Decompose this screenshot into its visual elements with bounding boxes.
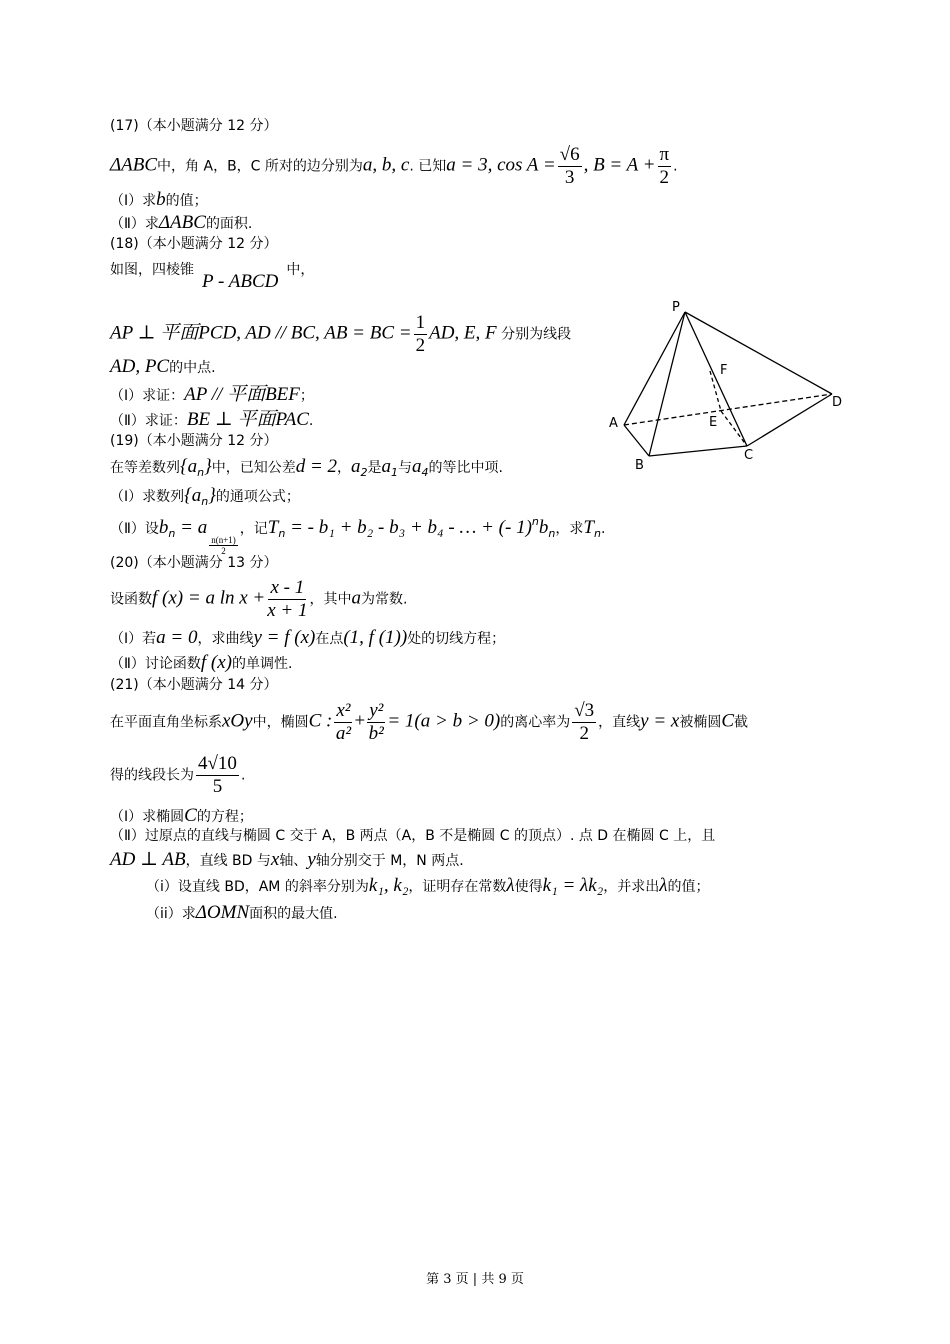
edge-PB	[649, 312, 685, 456]
text: .	[308, 413, 314, 429]
math: a = 0	[156, 627, 198, 648]
text: 中，椭圆	[252, 714, 309, 731]
text: 在平面直角坐标系	[110, 714, 222, 731]
text: （i）设直线 BD，AM 的斜率分别为	[146, 879, 369, 895]
math: C	[721, 710, 735, 732]
edge-AB	[624, 425, 649, 456]
math: b	[538, 517, 549, 538]
denominator: 5	[212, 775, 223, 797]
text: ，	[337, 460, 352, 476]
text: 的等比中项.	[428, 460, 503, 476]
text: ；	[299, 388, 314, 404]
denominator: a²	[335, 722, 352, 744]
text: （Ⅱ）求证：	[110, 413, 187, 429]
text: 是	[367, 460, 382, 476]
math: a	[351, 587, 361, 609]
math: a	[381, 456, 392, 477]
text: 处的切线方程；	[407, 631, 506, 647]
math: = 1(a > b > 0)	[387, 710, 501, 732]
index-fraction	[209, 535, 238, 557]
q19-part2	[110, 516, 605, 557]
fraction	[558, 144, 582, 189]
math: f (x)	[200, 652, 233, 673]
text: ，求	[555, 521, 584, 537]
math: b	[156, 189, 166, 210]
fraction	[658, 144, 672, 189]
math: }	[204, 456, 212, 477]
math: , B = A +	[583, 154, 656, 176]
math: a	[412, 456, 422, 477]
edge-AD-hidden	[624, 394, 832, 425]
q21-sub-ii	[146, 903, 338, 922]
text: .	[240, 767, 246, 784]
q20-part2	[110, 653, 292, 672]
text: （Ⅰ）求证：	[110, 388, 185, 404]
fraction	[572, 700, 596, 745]
label-D: D	[832, 395, 843, 410]
text: .	[673, 158, 678, 175]
numerator: π	[659, 144, 670, 165]
math: y = f (x)	[253, 627, 316, 648]
text: ，证明存在常数	[408, 879, 507, 895]
math: x	[270, 849, 280, 870]
math: P - ABCD	[202, 271, 279, 292]
text: 的单调性.	[232, 656, 293, 672]
numerator: x - 1	[270, 577, 305, 598]
text: 中，	[286, 262, 315, 278]
text: （Ⅱ）讨论函数	[110, 656, 201, 672]
label-C: C	[744, 448, 754, 463]
text: 被椭圆	[679, 714, 722, 731]
label-B: B	[635, 458, 644, 473]
text: （Ⅰ）求数列	[110, 489, 185, 505]
fraction	[414, 312, 428, 357]
denominator: 2	[579, 722, 589, 744]
math: = a	[175, 517, 208, 538]
math: y	[307, 849, 316, 870]
edge-CD	[747, 394, 832, 446]
math: k₁, k₂	[368, 875, 409, 896]
math: C :	[308, 710, 333, 732]
subscript: 1	[391, 466, 399, 479]
fraction	[267, 577, 307, 622]
math: {a	[184, 485, 202, 506]
text: 的值；	[667, 879, 710, 895]
subscript: n	[201, 495, 209, 508]
math: k₁ = λk₂	[542, 875, 604, 896]
math: b	[158, 517, 169, 538]
numerator: y²	[369, 700, 384, 721]
q20-header: (20)（本小题满分 13 分）	[110, 555, 278, 571]
math: (1, f (1))	[343, 627, 408, 648]
text: ，直线 BD 与	[185, 853, 271, 869]
text: 中，角 A，B，C 所对的边分别为	[157, 158, 363, 175]
math: f (x) = a ln x +	[152, 587, 266, 609]
subscript: n	[278, 527, 286, 540]
q20-part1	[110, 628, 505, 647]
q21-stem-cont	[110, 753, 245, 798]
q17-part1	[110, 190, 208, 209]
math: a, b, c	[362, 154, 410, 176]
text: 的离心率为	[500, 714, 571, 731]
math: ΔABC	[110, 154, 158, 176]
text: ，直线	[598, 714, 641, 731]
math: C	[184, 805, 197, 826]
subscript: n	[548, 527, 556, 540]
math: = - b₁ + b₂ - b₃ + b₄ - … + (- 1)	[285, 517, 532, 538]
q21-stem: 在平面直角坐标系xOy中，椭圆C : $\frac{\text{x²}}{\text{a²}}$ + $\frac{\text{y²}}{\text{b²}}$ = 1(a > b > 0)的离心率为 $\frac{√3}{2}$ ，直线y = x被椭圆C截	[110, 700, 749, 744]
math: xOy	[222, 710, 253, 732]
q19-part1	[110, 486, 300, 507]
numerator: x²	[336, 700, 351, 721]
math: λ	[506, 875, 515, 896]
math: AD ⊥ AB	[110, 849, 186, 870]
math: AD, E, F	[429, 322, 497, 344]
math: T	[583, 517, 594, 538]
text: （Ⅰ）若	[110, 631, 157, 647]
numerator: n(n+1)	[211, 535, 236, 545]
text: . 已知	[409, 158, 447, 175]
text: （Ⅰ）求	[110, 193, 157, 209]
text: 的通项公式；	[215, 489, 300, 505]
text: 的值；	[165, 193, 208, 209]
math: ΔOMN	[195, 902, 250, 923]
q20-stem	[110, 577, 407, 622]
text: 设函数	[110, 591, 152, 608]
text: 在点	[315, 631, 344, 647]
denominator: 2	[415, 334, 426, 356]
subscript: 4	[421, 466, 429, 479]
q18-part1	[110, 385, 314, 404]
denominator: 2	[221, 546, 226, 557]
text: 分别为线段	[501, 326, 572, 343]
q17-header: (17)（本小题满分 12 分）	[110, 118, 278, 134]
subscript: n	[197, 466, 205, 479]
label-F: F	[720, 363, 728, 378]
numerator: 1	[415, 312, 426, 333]
math: λ	[659, 875, 668, 896]
q18-intro	[110, 259, 315, 292]
segment-EC-hidden	[721, 411, 747, 446]
subscript: n	[168, 527, 176, 540]
denominator: 2	[659, 166, 670, 188]
math: AP // 平面BEF	[184, 384, 300, 405]
denominator: x + 1	[267, 599, 308, 621]
q19-stem	[110, 457, 503, 478]
text: 使得	[514, 879, 543, 895]
text: （Ⅱ）求	[110, 216, 159, 232]
q19-header: (19)（本小题满分 12 分）	[110, 433, 278, 449]
math: AP ⊥ 平面PCD, AD // BC, AB = BC =	[110, 322, 412, 344]
page-footer: 第 3 页 | 共 9 页	[426, 1272, 524, 1287]
fraction	[334, 700, 352, 745]
subscript: 2	[360, 466, 368, 479]
q18-midpoints	[110, 357, 216, 376]
denominator: 3	[564, 166, 575, 188]
fraction	[196, 753, 239, 798]
fraction	[367, 700, 385, 745]
text: ，求曲线	[197, 631, 254, 647]
subscript: n	[593, 527, 601, 540]
text: ，并求出	[603, 879, 660, 895]
edge-PA	[624, 312, 685, 425]
text: （Ⅰ）求椭圆	[110, 809, 185, 825]
text: 中，已知公差	[211, 460, 296, 476]
math: AD, PC	[110, 356, 170, 377]
text: ，其中	[309, 591, 352, 608]
label-P: P	[672, 300, 680, 315]
label-E: E	[709, 415, 718, 430]
text: 与	[398, 460, 413, 476]
pyramid-figure	[600, 290, 860, 480]
math: }	[208, 485, 216, 506]
denominator: b²	[368, 722, 384, 744]
text: 的面积.	[205, 216, 253, 232]
q21-sub-i	[146, 876, 710, 895]
math: a	[351, 456, 361, 477]
label-A: A	[609, 416, 618, 431]
text: 在等差数列	[110, 460, 180, 476]
text: 面积的最大值.	[249, 906, 338, 922]
text: 的方程；	[196, 809, 253, 825]
q18-header: (18)（本小题满分 12 分）	[110, 236, 278, 252]
text: ，记	[239, 521, 268, 537]
math: {a	[180, 456, 198, 477]
text: 得的线段长为	[110, 767, 194, 784]
math: T	[267, 517, 279, 538]
q17-stem	[110, 144, 678, 189]
text: 的中点.	[169, 360, 216, 376]
text: 为常数.	[361, 591, 408, 608]
q21-header: (21)（本小题满分 14 分）	[110, 677, 278, 693]
numerator: 4√10	[198, 753, 237, 774]
q21-part2-cont	[110, 850, 464, 869]
edge-BC	[649, 446, 747, 456]
numerator: √6	[559, 144, 580, 165]
q21-part1	[110, 806, 253, 825]
text: 如图，四棱锥	[110, 262, 194, 278]
numerator: √3	[574, 700, 595, 721]
text: （Ⅱ）设	[110, 521, 159, 537]
q21-part2: （Ⅱ）过原点的直线与椭圆 C 交于 A，B 两点（A，B 不是椭圆 C 的顶点）. 点 D 在椭圆 C 上，且	[110, 828, 716, 844]
text: .	[600, 521, 606, 537]
text: 轴分别交于 M，N 两点.	[315, 853, 464, 869]
q18-condition	[110, 312, 571, 357]
math: ΔABC	[158, 212, 206, 233]
superscript: n	[531, 515, 539, 528]
math: d = 2	[295, 456, 338, 477]
math: y = x	[640, 710, 680, 732]
text: （ii）求	[146, 906, 196, 922]
math: BE ⊥ 平面PAC	[186, 409, 309, 430]
text: 轴、	[279, 853, 308, 869]
math: a = 3, cos A =	[446, 154, 556, 176]
edge-PD	[685, 312, 832, 394]
q18-part2	[110, 410, 313, 429]
q17-part2	[110, 213, 252, 232]
text: 截	[734, 714, 749, 731]
